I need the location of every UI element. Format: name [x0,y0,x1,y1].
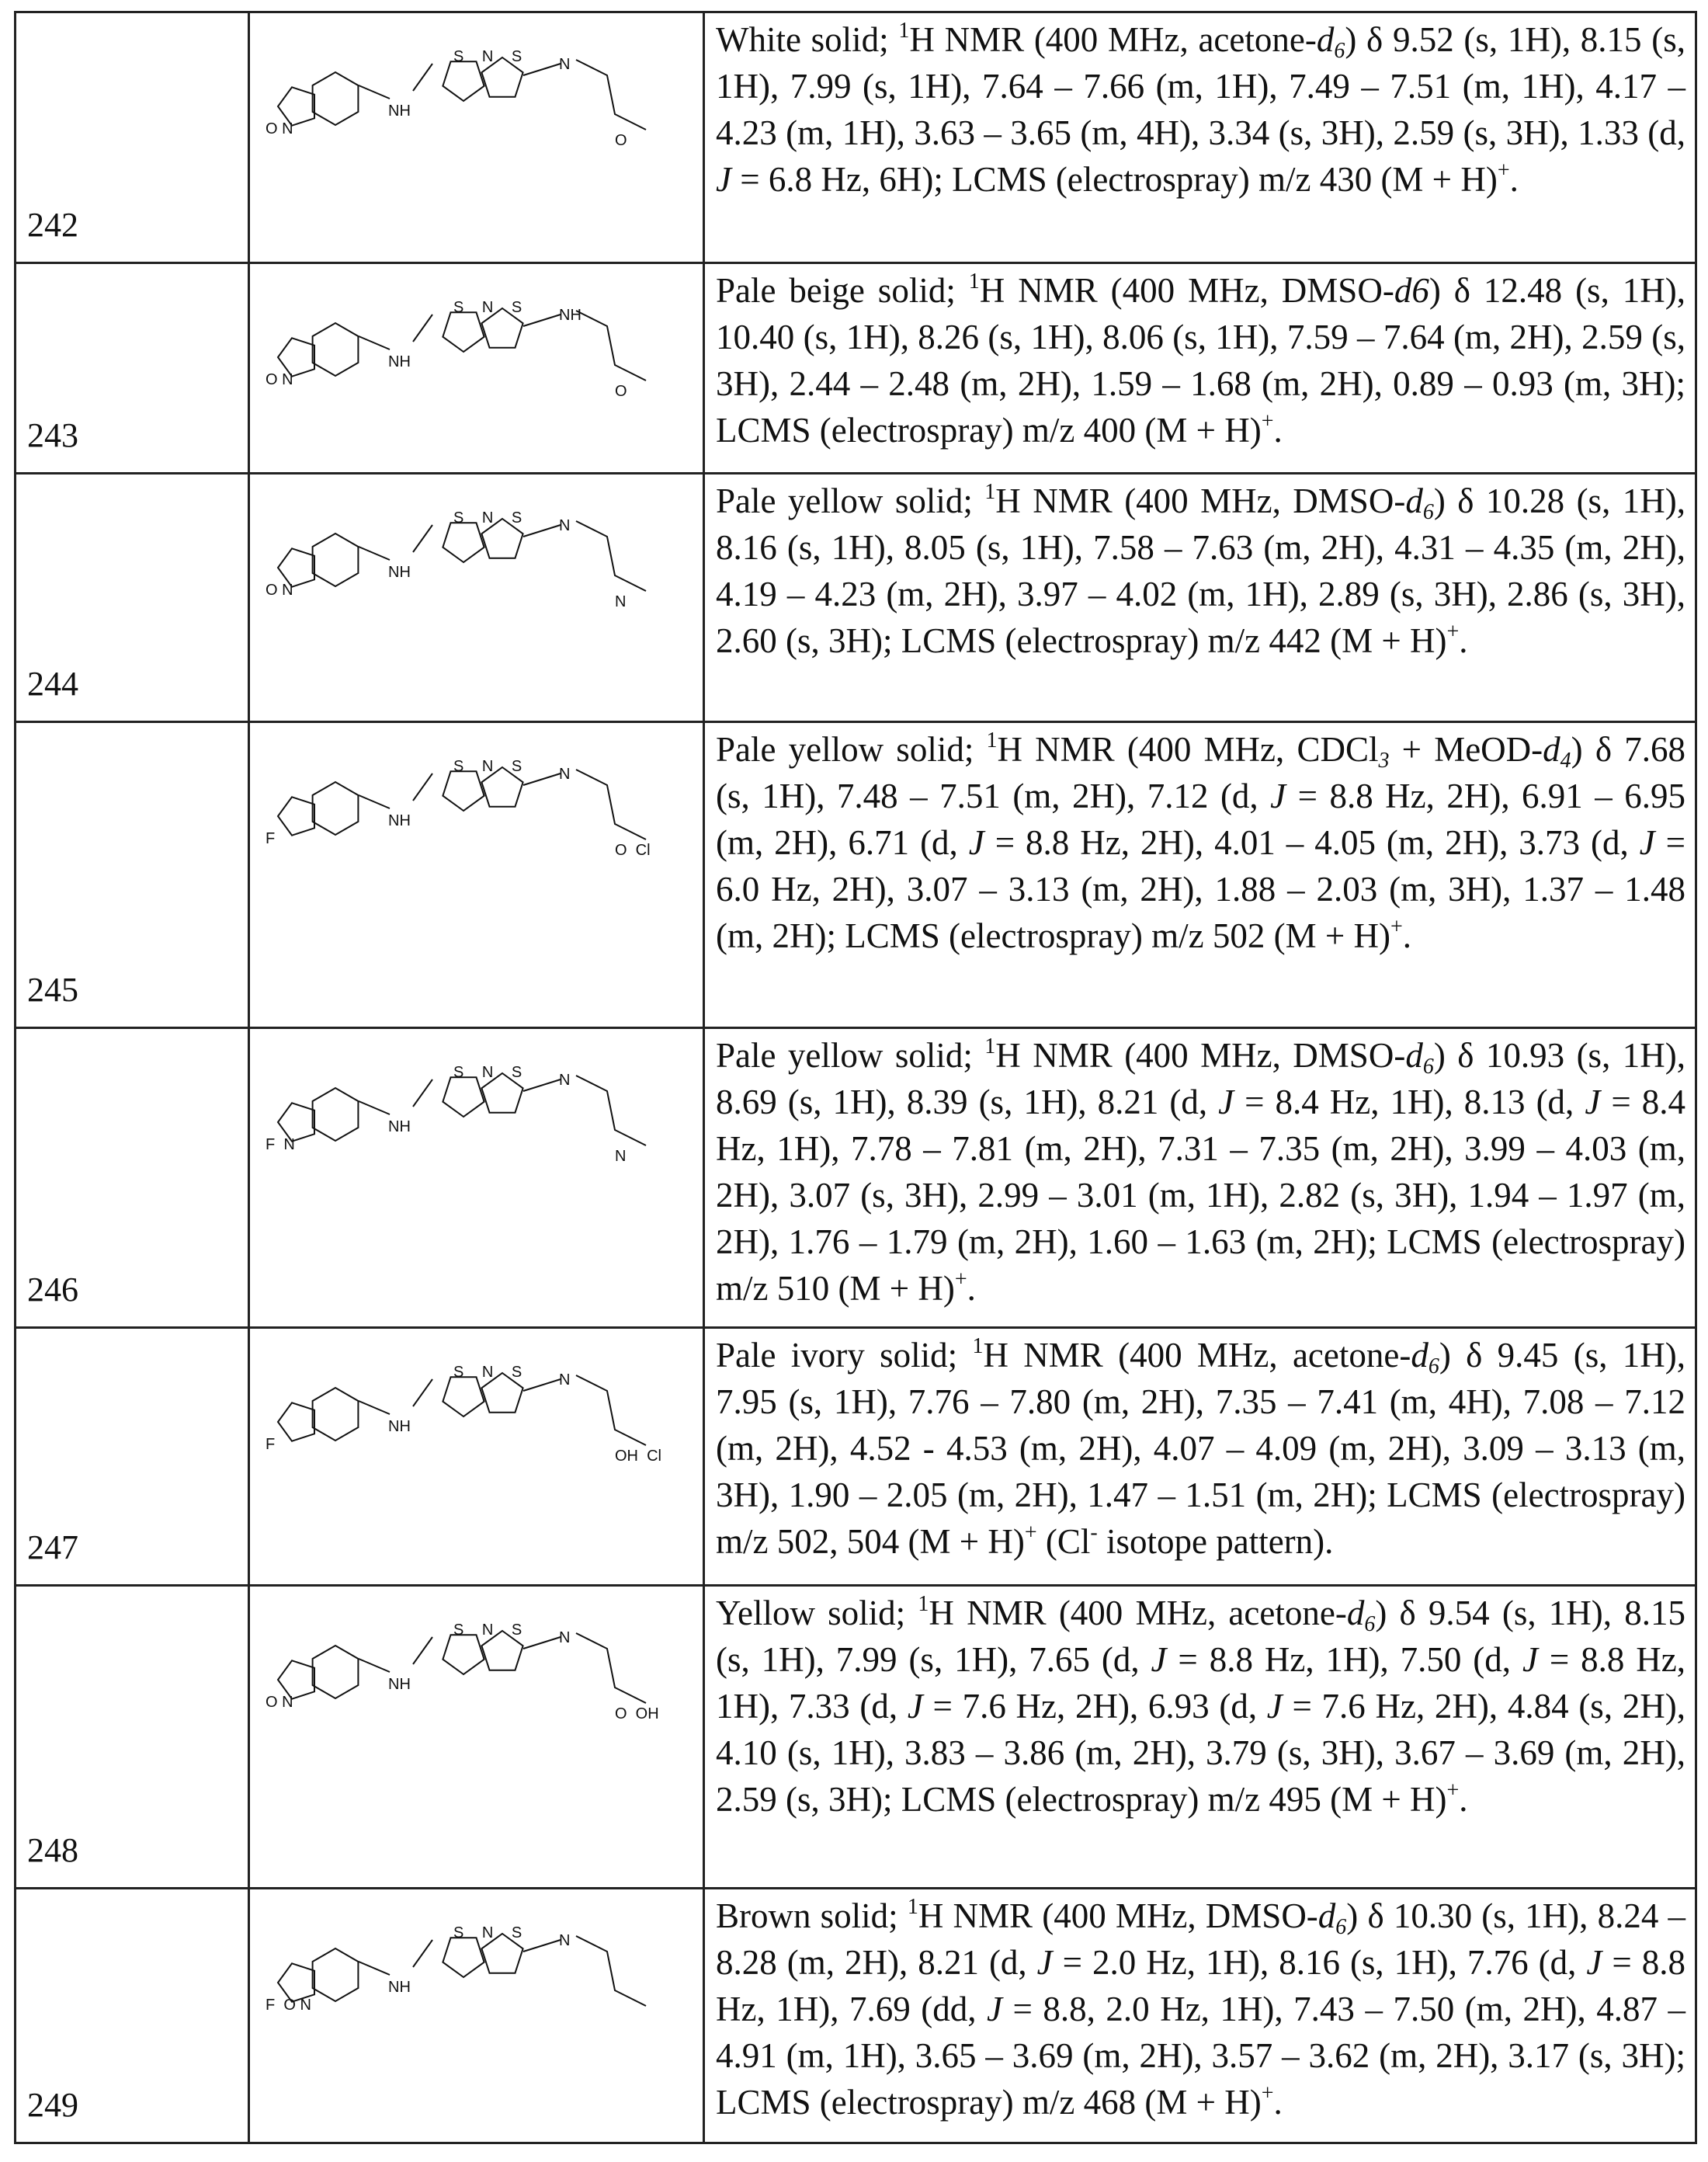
substituent-bond [523,1079,561,1091]
text-segment: + [1262,2081,1274,2105]
amide-bond [359,1401,390,1414]
characterization-text [704,722,1696,1028]
chemical-structure-drawing [250,1587,703,1885]
side-chain [576,1936,646,2006]
thiophene-ring [443,771,484,811]
text-segment: J [1585,1083,1600,1121]
atom-label-end: N [615,1148,626,1165]
aryl-ring [313,1948,359,2001]
text-segment: . [1510,160,1519,199]
text-segment: 6 [1334,39,1345,63]
text-segment: + [1262,409,1274,433]
text-segment: J [987,1990,1002,2028]
substituent-bond [523,773,561,785]
atom-label-left: F [266,830,275,847]
text-segment: = 8.4 Hz, 1H), 7.78 – 7.81 (m, 2H), 7.31 – 7.35 (m, 2H), 3.99 – 4.03 (m, 2H), 3.07 (s, 3H), 2.99 – 3.01 (m, 1H), 2.82 (s, 3H), 1.94 – 1.97 (m, 2H), 1.76 – 1.79 (m, 2H), 1.60 – 1.63 (m, 2H); LCMS (electrospray) m/z 510 (M + H) [716,1083,1685,1308]
text-segment: ) δ 10.28 (s, 1H), 8.16 (s, 1H), 8.05 (s, 1H), 7.58 – 7.63 (m, 2H), 4.31 – 4.35 (m, 2H), 4.19 – 4.23 (m, 2H), 3.97 – 4.02 (m, 1H), 2.89 (s, 3H), 2.86 (s, 3H), 2.60 (s, 3H); LCMS (electrospray) m/z 442 (M + H) [716,481,1685,660]
amide-bond [359,85,390,99]
text-segment: 6 [1364,1612,1375,1636]
text-segment: d [1405,1036,1423,1075]
atom-label-end: N [615,593,626,610]
text-segment: . [1459,1780,1467,1819]
text-segment: isotope pattern). [1098,1522,1334,1561]
structure-cell [249,12,704,263]
text-segment: + MeOD- [1389,730,1543,769]
carbonyl-bond [413,1637,432,1664]
chemical-structure-drawing [250,723,703,1024]
text-segment: H NMR (400 MHz, DMSO- [918,1896,1318,1935]
atom-label-tail: N [559,1932,570,1949]
text-segment: 1 [898,19,909,43]
side-chain [576,311,646,381]
compound-number: 248 [16,1586,249,1889]
substituent-bond [523,1940,561,1952]
text-segment: J [716,160,731,199]
text-segment: J [1586,1943,1602,1982]
text-segment: = 2.0 Hz, 1H), 8.16 (s, 1H), 7.76 (d, [1053,1943,1587,1982]
aryl-ring [313,1646,359,1698]
carbonyl-bond [413,525,432,552]
text-segment: = 8.8 Hz, 2H), 4.01 – 4.05 (m, 2H), 3.73 (d, [984,823,1640,862]
atom-label-tail: NH [559,307,581,324]
atom-label-link: NH [388,812,411,829]
atom-label-tail: N [559,1072,570,1089]
text-segment: 1 [984,480,995,504]
text-segment: d [1405,481,1423,520]
text-segment: + [1446,1778,1459,1802]
text-segment: White solid; [716,20,898,59]
atom-label-end: OH Cl [615,1448,661,1465]
carbonyl-bond [413,1940,432,1967]
atom-label-link: NH [388,564,411,581]
characterization-text [704,474,1696,722]
structure-cell [249,722,704,1028]
text-segment: d [1317,20,1335,59]
text-segment: + [955,1267,967,1291]
chemical-structure-drawing [250,1329,703,1582]
text-segment: = 6.8 Hz, 6H); LCMS (electrospray) m/z 430 (M + H) [731,160,1498,199]
atom-label-left: F [266,1436,275,1453]
text-segment: d6 [1394,271,1429,310]
text-segment: J [1640,823,1655,862]
text-segment: ) δ 12.48 (s, 1H), 10.40 (s, 1H), 8.26 (s, 1H), 8.06 (s, 1H), 7.59 – 7.64 (m, 2H), 2.59 (s, 3H), 2.44 – 2.48 (m, 2H), 1.59 – 1.68 (m, 2H), 0.89 – 0.93 (m, 3H); LCMS (electrospray) m/z 400 (M + H) [716,271,1685,450]
text-segment: = 8.8 Hz, 1H), 7.33 (d, [716,1640,1685,1726]
carbonyl-bond [413,315,432,342]
atom-label-core: S N S [453,1622,522,1639]
atom-label-left: O N [266,371,293,388]
text-segment: H NMR (400 MHz, CDCl [998,730,1379,769]
structure-cell [249,263,704,474]
text-segment: . [967,1269,976,1308]
table-row [16,1889,1696,2143]
text-segment: 6 [1429,1354,1439,1378]
amide-bond [359,795,390,808]
text-segment: ) δ 9.52 (s, 1H), 8.15 (s, 1H), 7.99 (s, 1H), 7.64 – 7.66 (m, 1H), 7.49 – 7.51 (m, 1H), 4.17 – 4.23 (m, 1H), 3.63 – 3.65 (m, 4H), 3.34 (s, 3H), 2.59 (s, 3H), 1.33 (d, [716,20,1685,152]
atom-label-link: NH [388,1979,411,1996]
compound-number: 245 [16,722,249,1028]
atom-label-tail: N [559,517,570,534]
text-segment: = 8.8 Hz, 1H), 7.50 (d, [1167,1640,1522,1679]
text-segment: = 8.4 Hz, 1H), 8.13 (d, [1234,1083,1585,1121]
text-segment: d [1543,730,1560,769]
text-segment: H NMR (400 MHz, acetone- [909,20,1316,59]
atom-label-core: S N S [453,1064,522,1081]
compound-number: 243 [16,263,249,474]
text-segment: H NMR (400 MHz, acetone- [929,1594,1346,1632]
characterization-text [704,263,1696,474]
text-segment: Yellow solid; [716,1594,918,1632]
atom-label-link: NH [388,1676,411,1693]
aryl-ring [313,323,359,376]
text-segment: Pale ivory solid; [716,1336,972,1375]
text-segment: Pale yellow solid; [716,481,984,520]
text-segment: 6 [1423,1055,1434,1079]
atom-label-end: O Cl [615,842,651,859]
fused-ring [278,797,314,835]
table-row [16,263,1696,474]
text-segment: = 8.8 Hz, 2H), 6.91 – 6.95 (m, 2H), 6.71 (d, [716,777,1685,862]
aryl-ring [313,534,359,586]
atom-label-left: O N [266,582,293,599]
text-segment: d [1411,1336,1429,1375]
thiophene-ring [443,1377,484,1416]
text-segment: J [908,1687,923,1726]
text-segment: J [1151,1640,1167,1679]
atom-label-end: O OH [615,1705,659,1722]
amide-bond [359,1101,390,1114]
atom-label-core: S N S [453,758,522,775]
atom-label-end: O [615,132,627,149]
text-segment: . [1274,2083,1283,2122]
text-segment: d [1347,1594,1365,1632]
atom-label-tail: N [559,766,570,783]
atom-label-tail: N [559,1371,570,1389]
text-segment: ) δ 10.30 (s, 1H), 8.24 – 8.28 (m, 2H), 8.21 (d, [716,1896,1685,1982]
amide-bond [359,1659,390,1672]
structure-cell [249,474,704,722]
thiophene-ring [443,523,484,562]
atom-label-core: S N S [453,1364,522,1381]
text-segment: Pale yellow solid; [716,1036,984,1075]
compound-number: 244 [16,474,249,722]
atom-label-link: NH [388,1418,411,1435]
atom-label-tail: N [559,1629,570,1646]
substituent-bond [523,525,561,537]
structure-cell [249,1889,704,2143]
text-segment: 6 [1423,500,1434,524]
thiophene-ring [443,312,484,352]
aryl-ring [313,1088,359,1141]
text-segment: + [1025,1521,1037,1545]
text-segment: + [1498,158,1510,182]
text-segment: 3 [1378,749,1389,773]
text-segment: 1 [908,1895,918,1919]
table-row [16,1328,1696,1586]
text-segment: J [1037,1943,1053,1982]
text-segment: (Cl [1037,1522,1091,1561]
atom-label-left: F N [266,1136,295,1153]
side-chain [576,1633,646,1703]
structure-cell [249,1028,704,1328]
characterization-text [704,12,1696,263]
amide-bond [359,547,390,560]
text-segment: 4 [1560,749,1571,773]
carbonyl-bond [413,64,432,91]
text-segment: . [1403,916,1411,955]
carbonyl-bond [413,1079,432,1107]
substituent-bond [523,1637,561,1649]
structure-cell [249,1328,704,1586]
atom-label-link: NH [388,1118,411,1135]
text-segment: Pale beige solid; [716,271,969,310]
chemical-structure-drawing [250,1889,703,2139]
table-row [16,722,1696,1028]
compound-number: 242 [16,12,249,263]
text-segment: H NMR (400 MHz, acetone- [983,1336,1411,1375]
characterization-text [704,1586,1696,1889]
text-segment: H NMR (400 MHz, DMSO- [980,271,1394,310]
text-segment: 1 [987,728,998,753]
text-segment: J [1267,1687,1283,1726]
amide-bond [359,1962,390,1975]
aryl-ring [313,72,359,125]
side-chain [576,1375,646,1445]
substituent-bond [523,315,561,326]
text-segment: . [1274,411,1283,450]
amide-bond [359,336,390,349]
carbonyl-bond [413,773,432,801]
chemical-structure-drawing [250,1029,703,1324]
text-segment: = 8.8, 2.0 Hz, 1H), 7.43 – 7.50 (m, 2H), 4.87 – 4.91 (m, 1H), 3.65 – 3.69 (m, 2H), 3.57 – 3.62 (m, 2H), 3.17 (s, 3H); LCMS (electrospray) m/z 468 (M + H) [716,1990,1685,2122]
side-chain [576,60,646,130]
atom-label-left: F O N [266,1997,311,2014]
thiophene-ring [443,61,484,101]
atom-label-left: O N [266,1694,293,1711]
text-segment: 6 [1335,1915,1346,1939]
atom-label-end: O [615,383,627,400]
table-row [16,474,1696,722]
substituent-bond [523,64,561,75]
compound-number: 247 [16,1328,249,1586]
text-segment: J [1270,777,1286,815]
text-segment: 1 [918,1592,929,1616]
substituent-bond [523,1379,561,1391]
text-segment: H NMR (400 MHz, DMSO- [995,481,1405,520]
text-segment: . [1459,621,1467,660]
text-segment: = 7.6 Hz, 2H), 6.93 (d, [923,1687,1267,1726]
text-segment: 1 [969,269,980,294]
compound-table [14,11,1697,2144]
text-segment: d [1318,1896,1336,1935]
text-segment: = 7.6 Hz, 2H), 4.84 (s, 2H), 4.10 (s, 1H), 3.83 – 3.86 (m, 2H), 3.79 (s, 3H), 3.67 – 3.69 (m, 2H), 2.59 (s, 3H); LCMS (electrospray) m/z 495 (M + H) [716,1687,1685,1819]
text-segment: - [1090,1521,1097,1545]
text-segment: H NMR (400 MHz, DMSO- [995,1036,1405,1075]
thiophene-ring [443,1077,484,1117]
characterization-text [704,1028,1696,1328]
text-segment: J [1522,1640,1538,1679]
side-chain [576,1076,646,1145]
compound-number: 246 [16,1028,249,1328]
side-chain [576,770,646,839]
text-segment: Pale yellow solid; [716,730,987,769]
characterization-text [704,1889,1696,2143]
text-segment: + [1390,915,1403,939]
text-segment: 1 [984,1034,995,1058]
text-segment: = 8.8 Hz, 1H), 7.69 (dd, [716,1943,1685,2028]
text-segment: + [1446,620,1459,644]
text-segment: ) δ 10.93 (s, 1H), 8.69 (s, 1H), 8.39 (s, 1H), 8.21 (d, [716,1036,1685,1121]
text-segment: 1 [972,1334,983,1358]
atom-label-left: O N [266,120,293,137]
carbonyl-bond [413,1379,432,1406]
structure-cell [249,1586,704,1889]
text-segment: Brown solid; [716,1896,908,1935]
text-segment: ) δ 9.54 (s, 1H), 8.15 (s, 1H), 7.99 (s, 1H), 7.65 (d, [716,1594,1685,1679]
atom-label-link: NH [388,103,411,120]
atom-label-core: S N S [453,509,522,527]
text-segment: = 6.0 Hz, 2H), 3.07 – 3.13 (m, 2H), 1.88 – 2.03 (m, 3H), 1.37 – 1.48 (m, 2H); LCMS (electrospray) m/z 502 (M + H) [716,823,1685,955]
chemical-structure-drawing [250,13,703,259]
fused-ring [278,1403,314,1441]
table-row [16,12,1696,263]
side-chain [576,521,646,591]
text-segment: ) δ 9.45 (s, 1H), 7.95 (s, 1H), 7.76 – 7.80 (m, 2H), 7.35 – 7.41 (m, 4H), 7.08 – 7.12 (m, 2H), 4.52 - 4.53 (m, 2H), 4.07 – 4.09 (m, 2H), 3.09 – 3.13 (m, 3H), 1.90 – 2.05 (m, 2H), 1.47 – 1.51 (m, 2H); LCMS (electrospray) m/z 502, 504 (M + H) [716,1336,1685,1561]
atom-label-link: NH [388,353,411,370]
atom-label-core: S N S [453,48,522,65]
table-row [16,1586,1696,1889]
thiophene-ring [443,1635,484,1674]
text-segment: ) δ 7.68 (s, 1H), 7.48 – 7.51 (m, 2H), 7.12 (d, [716,730,1685,815]
text-segment: J [1218,1083,1234,1121]
aryl-ring [313,1388,359,1441]
table-row [16,1028,1696,1328]
text-segment: J [969,823,984,862]
aryl-ring [313,782,359,835]
atom-label-tail: N [559,56,570,73]
chemical-structure-drawing [250,474,703,718]
characterization-text [704,1328,1696,1586]
compound-number: 249 [16,1889,249,2143]
atom-label-core: S N S [453,1924,522,1941]
chemical-structure-drawing [250,264,703,470]
atom-label-core: S N S [453,299,522,316]
thiophene-ring [443,1938,484,1977]
